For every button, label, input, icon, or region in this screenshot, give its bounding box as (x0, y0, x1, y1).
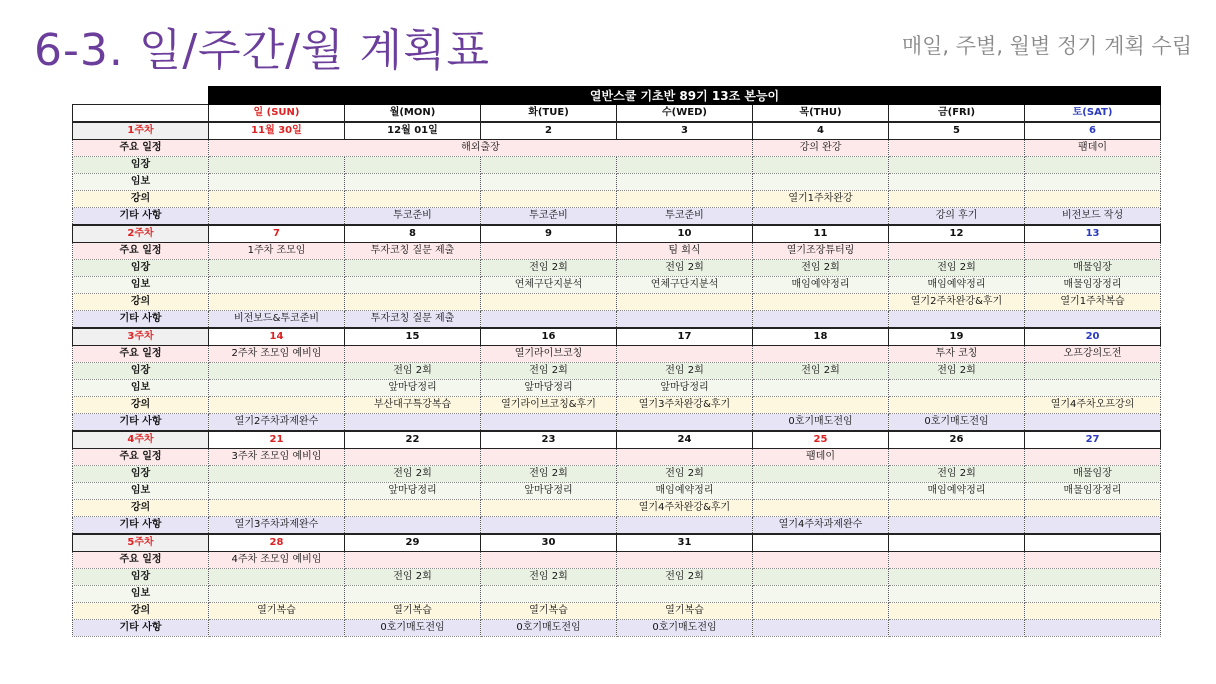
schedule-cell (345, 157, 481, 174)
schedule-cell (889, 243, 1025, 260)
date-cell: 13 (1025, 225, 1161, 243)
schedule-cell (753, 603, 889, 620)
schedule-cell: 매임예약정리 (617, 483, 753, 500)
schedule-cell (1025, 449, 1161, 466)
schedule-cell (1025, 414, 1161, 432)
schedule-cell (889, 140, 1025, 157)
schedule-cell: 앞마당정리 (481, 483, 617, 500)
dow-cell: 화(TUE) (481, 105, 617, 123)
schedule-cell (345, 294, 481, 311)
schedule-cell: 열기라이브코칭&후기 (481, 397, 617, 414)
schedule-cell (617, 294, 753, 311)
row-label: 임장 (73, 363, 209, 380)
schedule-cell (1025, 311, 1161, 329)
schedule-cell: 열기1주차완강 (753, 191, 889, 208)
schedule-cell: 0호기매도전임 (617, 620, 753, 637)
schedule-cell (889, 552, 1025, 569)
schedule-cell: 앞마당정리 (345, 380, 481, 397)
schedule-cell: 앞마당정리 (617, 380, 753, 397)
schedule-cell (889, 620, 1025, 637)
schedule-cell: 전임 2회 (481, 466, 617, 483)
schedule-cell (889, 157, 1025, 174)
dow-cell: 월(MON) (345, 105, 481, 123)
schedule-cell: 열기3주차완강&후기 (617, 397, 753, 414)
schedule-cell (1025, 586, 1161, 603)
schedule-cell: 매임예약정리 (889, 483, 1025, 500)
dow-cell: 일 (SUN) (209, 105, 345, 123)
page-subtitle: 매일, 주별, 월별 정기 계획 수립 (901, 34, 1192, 58)
schedule-cell: 열기라이브코칭 (481, 346, 617, 363)
row-label: 강의 (73, 294, 209, 311)
date-cell: 12월 01일 (345, 122, 481, 140)
date-cell: 2 (481, 122, 617, 140)
date-cell: 29 (345, 534, 481, 552)
schedule-cell: 팸데이 (1025, 140, 1161, 157)
row-label: 임장 (73, 157, 209, 174)
schedule-cell (753, 208, 889, 226)
schedule-cell (209, 586, 345, 603)
schedule-cell: 열기2주차완강&후기 (889, 294, 1025, 311)
date-cell: 18 (753, 328, 889, 346)
week-label: 3주차 (73, 328, 209, 346)
schedule-cell (617, 157, 753, 174)
schedule-cell (889, 174, 1025, 191)
dow-cell: 금(FRI) (889, 105, 1025, 123)
schedule-cell (889, 603, 1025, 620)
date-cell (889, 534, 1025, 552)
schedule-row (73, 277, 1161, 294)
schedule-cell (889, 517, 1025, 535)
schedule-cell: 투코준비 (617, 208, 753, 226)
schedule-cell (345, 191, 481, 208)
date-cell: 5 (889, 122, 1025, 140)
schedule-row (73, 449, 1161, 466)
schedule-cell (209, 157, 345, 174)
schedule-cell (1025, 569, 1161, 586)
schedule-cell (209, 620, 345, 637)
row-label: 임보 (73, 586, 209, 603)
schedule-cell: 매물임장 (1025, 260, 1161, 277)
banner-row (73, 87, 1161, 105)
schedule-cell (889, 500, 1025, 517)
schedule-cell (481, 500, 617, 517)
date-cell: 17 (617, 328, 753, 346)
schedule-cell (345, 500, 481, 517)
schedule-cell (617, 174, 753, 191)
schedule-cell (345, 449, 481, 466)
schedule-cell: 강의 완강 (753, 140, 889, 157)
schedule-cell (481, 157, 617, 174)
banner-blank-cell (73, 87, 209, 105)
schedule-cell (481, 586, 617, 603)
schedule-cell: 전임 2회 (481, 260, 617, 277)
date-cell: 27 (1025, 431, 1161, 449)
schedule-cell (481, 294, 617, 311)
schedule-cell: 전임 2회 (617, 260, 753, 277)
week-label: 1주차 (73, 122, 209, 140)
dow-cell: 목(THU) (753, 105, 889, 123)
schedule-row (73, 260, 1161, 277)
schedule-cell: 전임 2회 (617, 466, 753, 483)
dow-cell: 수(WED) (617, 105, 753, 123)
schedule-cell (617, 346, 753, 363)
row-label: 주요 일정 (73, 243, 209, 260)
dow-corner-cell (73, 105, 209, 123)
schedule-cell: 전임 2회 (889, 260, 1025, 277)
schedule-cell: 부산대구특강복습 (345, 397, 481, 414)
schedule-cell: 매물임장정리 (1025, 277, 1161, 294)
schedule-cell: 전임 2회 (481, 363, 617, 380)
schedule-cell: 비전보드 작성 (1025, 208, 1161, 226)
date-cell: 20 (1025, 328, 1161, 346)
date-cell: 10 (617, 225, 753, 243)
date-cell: 24 (617, 431, 753, 449)
schedule-cell (209, 174, 345, 191)
date-cell: 15 (345, 328, 481, 346)
schedule-cell (481, 243, 617, 260)
schedule-cell: 열기4주차과제완수 (753, 517, 889, 535)
schedule-cell: 전임 2회 (345, 569, 481, 586)
schedule-cell (753, 397, 889, 414)
schedule-cell: 전임 2회 (617, 569, 753, 586)
plan-table-body (73, 87, 1161, 637)
schedule-row (73, 174, 1161, 191)
page-title: 6-3. 일/주간/월 계획표 (34, 25, 490, 76)
schedule-cell (209, 191, 345, 208)
schedule-cell (209, 208, 345, 226)
date-cell: 9 (481, 225, 617, 243)
schedule-cell: 전임 2회 (481, 569, 617, 586)
row-label: 임장 (73, 466, 209, 483)
schedule-cell (753, 157, 889, 174)
schedule-cell (345, 414, 481, 432)
row-label: 기타 사항 (73, 311, 209, 329)
week-header-row (73, 534, 1161, 552)
schedule-row (73, 157, 1161, 174)
schedule-cell (617, 191, 753, 208)
schedule-row (73, 363, 1161, 380)
row-label: 기타 사항 (73, 208, 209, 226)
schedule-cell (889, 380, 1025, 397)
schedule-cell: 비전보드&투코준비 (209, 311, 345, 329)
schedule-cell (345, 517, 481, 535)
schedule-cell: 열기2주차과제완수 (209, 414, 345, 432)
schedule-cell (617, 552, 753, 569)
row-label: 기타 사항 (73, 414, 209, 432)
schedule-cell: 열기3주차과제완수 (209, 517, 345, 535)
week-header-row (73, 431, 1161, 449)
schedule-cell (617, 414, 753, 432)
date-cell: 12 (889, 225, 1025, 243)
schedule-cell (1025, 552, 1161, 569)
schedule-cell (753, 311, 889, 329)
schedule-cell: 전임 2회 (345, 363, 481, 380)
schedule-cell (889, 586, 1025, 603)
week-label: 4주차 (73, 431, 209, 449)
schedule-cell: 0호기매도전임 (481, 620, 617, 637)
row-label: 임장 (73, 260, 209, 277)
date-cell: 22 (345, 431, 481, 449)
schedule-cell: 투코준비 (481, 208, 617, 226)
schedule-cell: 열기4주차완강&후기 (617, 500, 753, 517)
schedule-cell: 열기복습 (481, 603, 617, 620)
schedule-cell (345, 346, 481, 363)
schedule-cell: 앞마당정리 (481, 380, 617, 397)
date-cell: 8 (345, 225, 481, 243)
schedule-cell (345, 552, 481, 569)
schedule-cell (209, 483, 345, 500)
schedule-cell: 열기복습 (209, 603, 345, 620)
date-cell: 14 (209, 328, 345, 346)
date-cell (753, 534, 889, 552)
schedule-cell (753, 586, 889, 603)
schedule-cell (481, 552, 617, 569)
week-label: 2주차 (73, 225, 209, 243)
schedule-cell: 전임 2회 (753, 260, 889, 277)
schedule-cell (753, 483, 889, 500)
schedule-cell: 전임 2회 (889, 363, 1025, 380)
date-cell (1025, 534, 1161, 552)
schedule-cell: 전임 2회 (889, 466, 1025, 483)
row-label: 기타 사항 (73, 517, 209, 535)
schedule-row (73, 294, 1161, 311)
schedule-cell: 팀 회식 (617, 243, 753, 260)
schedule-row (73, 397, 1161, 414)
schedule-cell (889, 191, 1025, 208)
schedule-cell (209, 380, 345, 397)
date-cell: 3 (617, 122, 753, 140)
schedule-cell (1025, 157, 1161, 174)
schedule-row (73, 466, 1161, 483)
schedule-row (73, 414, 1161, 432)
schedule-row (73, 500, 1161, 517)
schedule-cell (753, 294, 889, 311)
schedule-cell (345, 174, 481, 191)
row-label: 강의 (73, 397, 209, 414)
schedule-cell (345, 260, 481, 277)
date-cell: 7 (209, 225, 345, 243)
schedule-cell (753, 174, 889, 191)
schedule-cell (1025, 500, 1161, 517)
schedule-cell: 열기조장튜터링 (753, 243, 889, 260)
row-label: 임보 (73, 174, 209, 191)
week-header-row (73, 225, 1161, 243)
schedule-cell: 1주차 조모임 (209, 243, 345, 260)
monthly-plan-table (72, 86, 1161, 637)
schedule-cell (209, 277, 345, 294)
schedule-cell (889, 397, 1025, 414)
schedule-row (73, 243, 1161, 260)
schedule-cell (209, 466, 345, 483)
schedule-row (73, 620, 1161, 637)
schedule-cell: 오프강의도전 (1025, 346, 1161, 363)
banner-cell: 열반스쿨 기초반 89기 13조 본능이 (209, 87, 1161, 105)
schedule-cell (753, 346, 889, 363)
schedule-cell (345, 277, 481, 294)
schedule-cell (1025, 603, 1161, 620)
schedule-cell (1025, 174, 1161, 191)
schedule-cell (753, 466, 889, 483)
schedule-row (73, 552, 1161, 569)
schedule-row (73, 191, 1161, 208)
schedule-cell (209, 260, 345, 277)
date-cell: 26 (889, 431, 1025, 449)
schedule-cell (889, 569, 1025, 586)
schedule-cell: 열기복습 (617, 603, 753, 620)
schedule-cell (617, 449, 753, 466)
date-cell: 11월 30일 (209, 122, 345, 140)
schedule-cell (617, 311, 753, 329)
schedule-row (73, 517, 1161, 535)
schedule-row (73, 208, 1161, 226)
row-label: 임보 (73, 277, 209, 294)
row-label: 강의 (73, 191, 209, 208)
schedule-cell (1025, 243, 1161, 260)
week-header-row (73, 122, 1161, 140)
row-label: 임보 (73, 483, 209, 500)
schedule-cell (209, 363, 345, 380)
week-header-row (73, 328, 1161, 346)
schedule-cell (1025, 380, 1161, 397)
schedule-cell (481, 311, 617, 329)
schedule-cell: 팸데이 (753, 449, 889, 466)
date-cell: 30 (481, 534, 617, 552)
schedule-cell (617, 517, 753, 535)
row-label: 임보 (73, 380, 209, 397)
schedule-cell (753, 380, 889, 397)
date-cell: 21 (209, 431, 345, 449)
schedule-cell (481, 517, 617, 535)
schedule-cell: 투자코칭 질문 제출 (345, 311, 481, 329)
schedule-cell (753, 552, 889, 569)
schedule-cell (481, 449, 617, 466)
schedule-cell (209, 500, 345, 517)
week-label: 5주차 (73, 534, 209, 552)
schedule-cell (481, 174, 617, 191)
schedule-cell: 연체구단지분석 (617, 277, 753, 294)
schedule-row (73, 311, 1161, 329)
schedule-cell: 투코준비 (345, 208, 481, 226)
date-cell: 25 (753, 431, 889, 449)
schedule-cell: 열기4주차오프강의 (1025, 397, 1161, 414)
schedule-cell: 3주차 조모임 예비임 (209, 449, 345, 466)
schedule-cell (1025, 363, 1161, 380)
schedule-cell: 열기1주차복습 (1025, 294, 1161, 311)
schedule-cell: 해외출장 (209, 140, 753, 157)
dow-cell: 토(SAT) (1025, 105, 1161, 123)
schedule-cell (481, 414, 617, 432)
schedule-cell (753, 620, 889, 637)
date-cell: 19 (889, 328, 1025, 346)
schedule-cell (617, 586, 753, 603)
date-cell: 16 (481, 328, 617, 346)
schedule-cell (753, 500, 889, 517)
schedule-cell: 투자코칭 질문 제출 (345, 243, 481, 260)
date-cell: 4 (753, 122, 889, 140)
row-label: 강의 (73, 603, 209, 620)
schedule-cell (209, 397, 345, 414)
schedule-cell: 0호기매도전임 (345, 620, 481, 637)
schedule-row (73, 569, 1161, 586)
schedule-cell: 매임예약정리 (753, 277, 889, 294)
schedule-row (73, 586, 1161, 603)
schedule-cell (1025, 620, 1161, 637)
schedule-cell: 강의 후기 (889, 208, 1025, 226)
schedule-cell (345, 586, 481, 603)
schedule-cell: 전임 2회 (753, 363, 889, 380)
schedule-cell (209, 294, 345, 311)
row-label: 주요 일정 (73, 140, 209, 157)
schedule-cell: 0호기매도전임 (753, 414, 889, 432)
schedule-cell (1025, 191, 1161, 208)
schedule-cell: 연체구단지분석 (481, 277, 617, 294)
row-label: 임장 (73, 569, 209, 586)
schedule-cell (889, 311, 1025, 329)
schedule-cell: 매임예약정리 (889, 277, 1025, 294)
schedule-cell: 전임 2회 (617, 363, 753, 380)
row-label: 기타 사항 (73, 620, 209, 637)
schedule-cell: 매물임장정리 (1025, 483, 1161, 500)
schedule-cell (1025, 517, 1161, 535)
date-cell: 28 (209, 534, 345, 552)
schedule-row (73, 140, 1161, 157)
schedule-cell: 투자 코칭 (889, 346, 1025, 363)
schedule-cell: 매물임장 (1025, 466, 1161, 483)
schedule-cell (889, 449, 1025, 466)
schedule-row (73, 346, 1161, 363)
row-label: 주요 일정 (73, 346, 209, 363)
schedule-cell: 앞마당정리 (345, 483, 481, 500)
schedule-cell (753, 569, 889, 586)
date-cell: 31 (617, 534, 753, 552)
schedule-cell: 2주차 조모임 예비임 (209, 346, 345, 363)
schedule-cell (481, 191, 617, 208)
schedule-row (73, 483, 1161, 500)
row-label: 주요 일정 (73, 552, 209, 569)
date-cell: 6 (1025, 122, 1161, 140)
schedule-cell (209, 569, 345, 586)
schedule-row (73, 603, 1161, 620)
row-label: 강의 (73, 500, 209, 517)
schedule-cell: 전임 2회 (345, 466, 481, 483)
schedule-cell: 0호기매도전임 (889, 414, 1025, 432)
day-of-week-row (73, 105, 1161, 123)
date-cell: 23 (481, 431, 617, 449)
schedule-cell: 4주차 조모임 예비임 (209, 552, 345, 569)
schedule-row (73, 380, 1161, 397)
schedule-cell: 열기복습 (345, 603, 481, 620)
date-cell: 11 (753, 225, 889, 243)
row-label: 주요 일정 (73, 449, 209, 466)
